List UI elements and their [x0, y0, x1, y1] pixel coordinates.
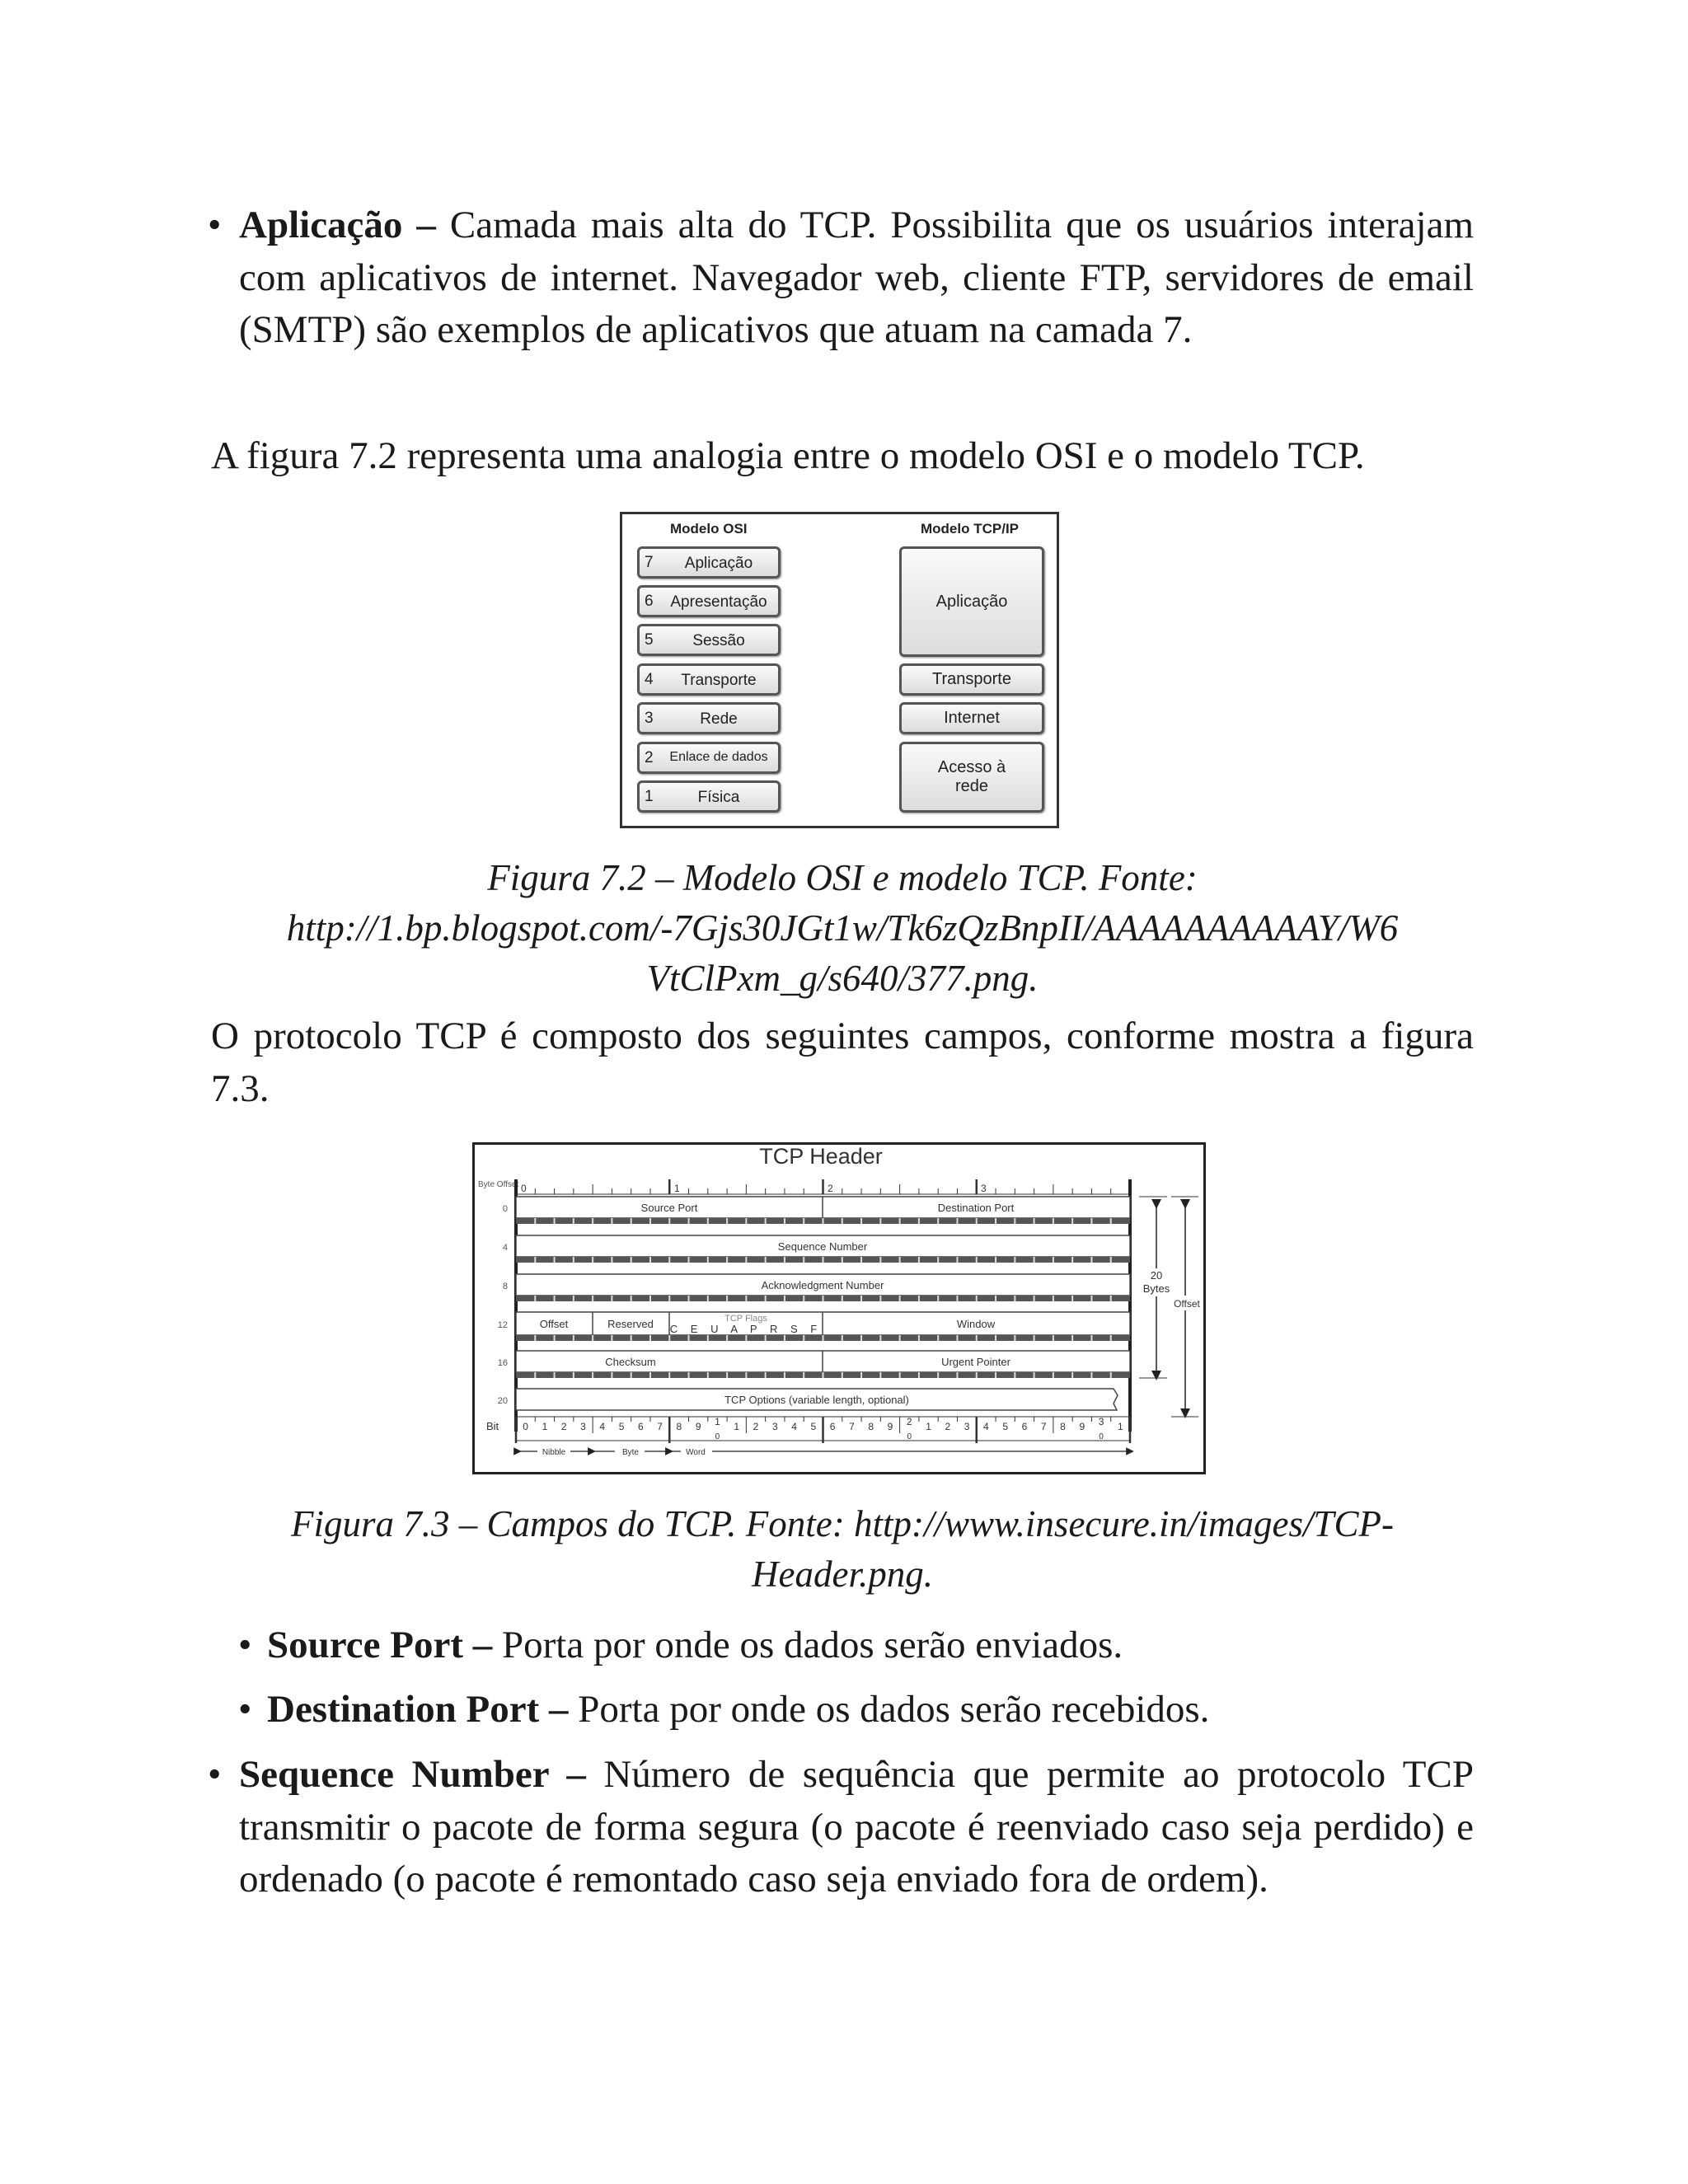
band-tick [879, 1296, 881, 1301]
band-tick [918, 1218, 920, 1224]
band-tick [765, 1218, 767, 1224]
band-tick [649, 1218, 651, 1224]
bit-number: 2 [560, 1421, 567, 1432]
bytes-unit: Bytes [1142, 1282, 1170, 1295]
field-window: Window [956, 1318, 996, 1330]
bit-number: 6 [1021, 1421, 1028, 1432]
bit-number: 3 [964, 1421, 970, 1432]
bit-number: 9 [1079, 1421, 1085, 1432]
band-tick [803, 1296, 804, 1301]
band-tick [899, 1372, 901, 1378]
bit-number: 4 [983, 1421, 989, 1432]
band-tick [823, 1218, 824, 1224]
band-tick [765, 1335, 767, 1341]
band-tick [707, 1296, 709, 1301]
bit-number: 4 [599, 1421, 606, 1432]
bit-number: 3 [580, 1421, 586, 1432]
band-tick [860, 1257, 862, 1263]
band-tick [976, 1218, 978, 1224]
band-tick [995, 1218, 996, 1224]
bit-number: 6 [637, 1421, 644, 1432]
bullet-marker: • [208, 1753, 222, 1796]
band-tick [573, 1372, 574, 1378]
band-tick [1110, 1296, 1112, 1301]
band-tick [631, 1257, 632, 1263]
band-tick [784, 1296, 785, 1301]
bullet-term: Source Port [267, 1624, 463, 1666]
band-tick [937, 1372, 939, 1378]
band-tick [765, 1257, 767, 1263]
band-tick [534, 1372, 536, 1378]
bit-number: 1 [1118, 1421, 1123, 1432]
row-offset: 4 [502, 1243, 508, 1253]
band-tick [879, 1218, 881, 1224]
band-tick [1110, 1218, 1112, 1224]
bullet-marker: • [238, 1688, 252, 1731]
caption-line: Figura 7.2 – Modelo OSI e modelo TCP. Fonte: [487, 857, 1198, 898]
bit-number-tens: 0 [715, 1432, 720, 1441]
figure-osi-vs-tcp [620, 512, 1059, 828]
bullet-term: Destination Port [267, 1688, 540, 1731]
band-tick [995, 1372, 996, 1378]
band-tick [842, 1296, 843, 1301]
band-tick [918, 1296, 920, 1301]
tcp-model-title: Modelo TCP/IP [921, 521, 1019, 537]
band-tick [592, 1372, 593, 1378]
band-tick [611, 1257, 612, 1263]
band-tick [726, 1335, 728, 1341]
field-source-port: Source Port [640, 1202, 698, 1214]
band-tick [1053, 1335, 1054, 1341]
bullet-separator: – [402, 204, 450, 246]
band-tick [1090, 1218, 1092, 1224]
band-tick [823, 1372, 824, 1378]
band-tick [899, 1296, 901, 1301]
bit-number: 4 [791, 1421, 797, 1432]
band-tick [726, 1296, 728, 1301]
bit-number: 7 [1040, 1421, 1047, 1432]
band-tick [899, 1257, 901, 1263]
band-tick [1090, 1335, 1092, 1341]
band-tick [1014, 1218, 1015, 1224]
band-tick [592, 1218, 593, 1224]
band-tick [1090, 1257, 1092, 1263]
band-tick [956, 1218, 958, 1224]
bit-number: 1 [542, 1421, 548, 1432]
band-tick [707, 1335, 709, 1341]
band-tick [1090, 1372, 1092, 1378]
band-tick [688, 1296, 690, 1301]
field-sequence-number: Sequence Number [777, 1240, 868, 1253]
band-tick [745, 1335, 747, 1341]
band-tick [688, 1372, 690, 1378]
band-tick [918, 1257, 920, 1263]
tcp-layer-acesso-a-rede: Acesso à rede [899, 742, 1044, 813]
field-acknowledgment-number: Acknowledgment Number [761, 1279, 884, 1291]
band-tick [1071, 1296, 1073, 1301]
osi-layer-3: 3 Rede [637, 702, 781, 734]
band-tick [918, 1335, 920, 1341]
bullet-marker: • [238, 1624, 252, 1666]
bit-number: 1 [926, 1421, 931, 1432]
bit-number: 5 [810, 1421, 817, 1432]
band-tick [573, 1218, 574, 1224]
band-tick [573, 1335, 574, 1341]
caption-line: VtClPxm_g/s640/377.png. [646, 958, 1039, 999]
byte-mark-0: 0 [521, 1183, 527, 1194]
band-tick [573, 1257, 574, 1263]
bit-number: 9 [695, 1421, 701, 1432]
bit-number: 8 [868, 1421, 874, 1432]
band-tick [937, 1335, 939, 1341]
band-tick [554, 1372, 556, 1378]
band-tick [668, 1372, 670, 1378]
band-tick [1071, 1335, 1073, 1341]
band-tick [592, 1257, 593, 1263]
band-tick [631, 1218, 632, 1224]
band-tick [1053, 1372, 1054, 1378]
paragraph-figure-7-2-intro: A figura 7.2 representa uma analogia entre o modelo OSI e o modelo TCP. [211, 434, 1365, 477]
band-tick [707, 1372, 709, 1378]
band-tick [937, 1218, 939, 1224]
bit-number: 8 [676, 1421, 682, 1432]
band-tick [765, 1372, 767, 1378]
band-tick [1034, 1372, 1035, 1378]
band-tick [554, 1296, 556, 1301]
tcp-layer-aplicacao: Aplicação [899, 546, 1044, 657]
band-tick [956, 1296, 958, 1301]
bullet-term: Aplicação [239, 204, 403, 246]
osi-layer-6: 6 Apresentação [637, 585, 781, 617]
band-tick [1071, 1218, 1073, 1224]
osi-layer-5: 5 Sessão [637, 624, 781, 656]
bit-number: 5 [1002, 1421, 1009, 1432]
bullet-aplicacao [208, 199, 1475, 357]
band-tick [726, 1372, 728, 1378]
band-tick [879, 1257, 881, 1263]
bit-number: 3 [1098, 1416, 1104, 1427]
band-tick [1110, 1257, 1112, 1263]
field-reserved: Reserved [607, 1318, 654, 1330]
row-offset: 20 [497, 1396, 508, 1406]
tcp-header-title: TCP Header [759, 1145, 883, 1169]
band-tick [1090, 1296, 1092, 1301]
band-tick [534, 1257, 536, 1263]
legend-byte: Byte [621, 1448, 640, 1457]
bit-number: 0 [523, 1421, 528, 1432]
byte-offset-label: Byte Offset [478, 1180, 519, 1189]
field-checksum: Checksum [605, 1356, 656, 1368]
band-tick [784, 1257, 785, 1263]
osi-layer-4: 4 Transporte [637, 663, 781, 696]
band-tick [1053, 1296, 1054, 1301]
band-tick [745, 1257, 747, 1263]
bit-number: 2 [753, 1421, 759, 1432]
band-tick [631, 1296, 632, 1301]
band-tick [707, 1218, 709, 1224]
band-tick [842, 1257, 843, 1263]
bit-number: 7 [849, 1421, 855, 1432]
band-tick [899, 1335, 901, 1341]
band-tick [784, 1335, 785, 1341]
band-tick [554, 1218, 556, 1224]
band-tick [860, 1335, 862, 1341]
row-offset: 16 [497, 1358, 508, 1368]
row-offset: 12 [497, 1320, 508, 1330]
band-tick [668, 1335, 670, 1341]
band-tick [842, 1218, 843, 1224]
band-tick [592, 1296, 593, 1301]
band-tick [611, 1296, 612, 1301]
bit-number: 2 [945, 1421, 951, 1432]
band-tick [1014, 1335, 1015, 1341]
figure-7-3-caption [211, 1499, 1474, 1600]
bit-number: 3 [771, 1421, 778, 1432]
bullet-text: Porta por onde os dados serão enviados. [501, 1624, 1123, 1666]
bit-number: 1 [715, 1416, 720, 1427]
band-tick [1034, 1257, 1035, 1263]
band-tick [803, 1257, 804, 1263]
bullet-separator: – [462, 1624, 502, 1666]
band-tick [573, 1296, 574, 1301]
legend-nibble: Nibble [542, 1448, 566, 1457]
band-tick [976, 1372, 978, 1378]
tcp-layer-transporte: Transporte [899, 663, 1044, 696]
bytes-count: 20 [1150, 1269, 1163, 1282]
bit-number: 1 [734, 1421, 740, 1432]
osi-layer-7: 7 Aplicação [637, 546, 781, 579]
bullet-separator: – [539, 1688, 579, 1731]
tcp-header-diagram [475, 1145, 1203, 1472]
bit-number: 2 [906, 1416, 912, 1427]
band-tick [995, 1257, 996, 1263]
band-tick [649, 1296, 651, 1301]
osi-model-title: Modelo OSI [670, 521, 748, 537]
band-tick [1071, 1257, 1073, 1263]
band-tick [1053, 1218, 1054, 1224]
bit-label: Bit [486, 1420, 499, 1432]
band-tick [611, 1372, 612, 1378]
tcp-layer-internet: Internet [899, 702, 1044, 734]
band-tick [842, 1372, 843, 1378]
band-tick [976, 1296, 978, 1301]
band-tick [1071, 1372, 1073, 1378]
band-tick [1110, 1335, 1112, 1341]
bit-number: 9 [887, 1421, 893, 1432]
field-urgent-pointer: Urgent Pointer [941, 1356, 1010, 1368]
band-tick [1110, 1372, 1112, 1378]
bit-number: 8 [1060, 1421, 1066, 1432]
band-tick [803, 1372, 804, 1378]
band-tick [649, 1335, 651, 1341]
band-tick [745, 1372, 747, 1378]
row-offset: 8 [502, 1282, 508, 1291]
bit-number: 6 [829, 1421, 836, 1432]
band-tick [611, 1218, 612, 1224]
band-tick [1034, 1296, 1035, 1301]
band-tick [631, 1372, 632, 1378]
field-offset: Offset [539, 1318, 569, 1330]
bullet-separator: – [548, 1753, 604, 1796]
band-tick [745, 1296, 747, 1301]
band-tick [554, 1257, 556, 1263]
bullet-source-port [238, 1619, 1474, 1672]
bullet-sequence-number [208, 1749, 1474, 1906]
paragraph-figure-7-3-intro: O protocolo TCP é composto dos seguintes campos, conforme mostra a figura 7.3. [211, 1015, 1474, 1110]
band-tick [649, 1257, 651, 1263]
band-tick [803, 1335, 804, 1341]
band-tick [976, 1335, 978, 1341]
band-tick [995, 1335, 996, 1341]
band-tick [937, 1296, 939, 1301]
band-tick [803, 1218, 804, 1224]
bullet-text: Porta por onde os dados serão recebidos. [578, 1688, 1210, 1731]
band-tick [1053, 1257, 1054, 1263]
band-tick [534, 1218, 536, 1224]
band-tick [860, 1372, 862, 1378]
band-tick [879, 1335, 881, 1341]
band-tick [1034, 1335, 1035, 1341]
osi-layer-1: 1 Física [637, 780, 781, 813]
band-tick [688, 1335, 690, 1341]
band-tick [668, 1218, 670, 1224]
band-tick [860, 1296, 862, 1301]
band-tick [1014, 1372, 1015, 1378]
band-tick [784, 1372, 785, 1378]
band-tick [726, 1257, 728, 1263]
figure-7-2-caption [211, 853, 1474, 1004]
bullet-term: Sequence Number [239, 1753, 549, 1796]
bit-number: 7 [657, 1421, 663, 1432]
byte-mark-3: 3 [981, 1183, 987, 1194]
byte-mark-1: 1 [674, 1183, 680, 1194]
bit-number-tens: 0 [907, 1432, 912, 1441]
band-tick [1014, 1296, 1015, 1301]
figure-tcp-header [472, 1142, 1206, 1474]
band-tick [668, 1296, 670, 1301]
band-tick [726, 1218, 728, 1224]
band-tick [534, 1335, 536, 1341]
band-tick [534, 1296, 536, 1301]
band-tick [899, 1218, 901, 1224]
band-tick [668, 1257, 670, 1263]
band-tick [631, 1335, 632, 1341]
band-tick [1014, 1257, 1015, 1263]
caption-line: Figura 7.3 – Campos do TCP. Fonte: http://www.insecure.in/images/TCP- [291, 1503, 1394, 1544]
band-tick [956, 1372, 958, 1378]
band-tick [688, 1257, 690, 1263]
legend-word: Word [686, 1448, 706, 1457]
band-tick [1034, 1218, 1035, 1224]
osi-layer-2: 2 Enlace de dados [637, 742, 781, 774]
offset-side-label: Offset [1174, 1298, 1200, 1310]
row-offset: 0 [502, 1204, 508, 1214]
band-tick [823, 1257, 824, 1263]
caption-line: Header.png. [752, 1554, 933, 1595]
band-tick [956, 1335, 958, 1341]
band-tick [879, 1372, 881, 1378]
field-tcp-options: TCP Options (variable length, optional) [724, 1394, 909, 1406]
band-tick [918, 1372, 920, 1378]
band-tick [592, 1335, 593, 1341]
band-tick [937, 1257, 939, 1263]
bullet-marker: • [208, 204, 222, 246]
band-tick [688, 1218, 690, 1224]
band-tick [745, 1218, 747, 1224]
band-tick [765, 1296, 767, 1301]
bit-number-tens: 0 [1099, 1432, 1104, 1441]
band-tick [611, 1335, 612, 1341]
band-tick [995, 1296, 996, 1301]
bullet-text: Camada mais alta do TCP. Possibilita que os usuários interajam com aplicativos de internet. Navegador web, cliente FTP, servidores de email (SMTP) são exemplos de aplicativos que atuam na camada 7. [239, 204, 1475, 351]
band-tick [823, 1335, 824, 1341]
band-tick [860, 1218, 862, 1224]
field-tcp-flags: C E U A P R S F [669, 1323, 823, 1335]
bit-number: 5 [618, 1421, 625, 1432]
band-tick [784, 1218, 785, 1224]
band-tick [956, 1257, 958, 1263]
byte-mark-2: 2 [828, 1183, 833, 1194]
bullet-destination-port [238, 1684, 1474, 1736]
band-tick [649, 1372, 651, 1378]
band-tick [842, 1335, 843, 1341]
band-tick [707, 1257, 709, 1263]
caption-line: http://1.bp.blogspot.com/-7Gjs30JGt1w/Tk6zQzBnpII/AAAAAAAAAAY/W6 [286, 907, 1399, 949]
field-destination-port: Destination Port [937, 1202, 1015, 1214]
field-tcp-flags-label: TCP Flags [724, 1314, 767, 1324]
band-tick [823, 1296, 824, 1301]
band-tick [976, 1257, 978, 1263]
bullet-text: Número de sequência que permite ao protocolo TCP transmitir o pacote de forma segura (o pacote é reenviado caso seja perdido) e ordenado (o pacote é remontado caso seja enviado fora de ordem). [239, 1753, 1474, 1900]
band-tick [554, 1335, 556, 1341]
